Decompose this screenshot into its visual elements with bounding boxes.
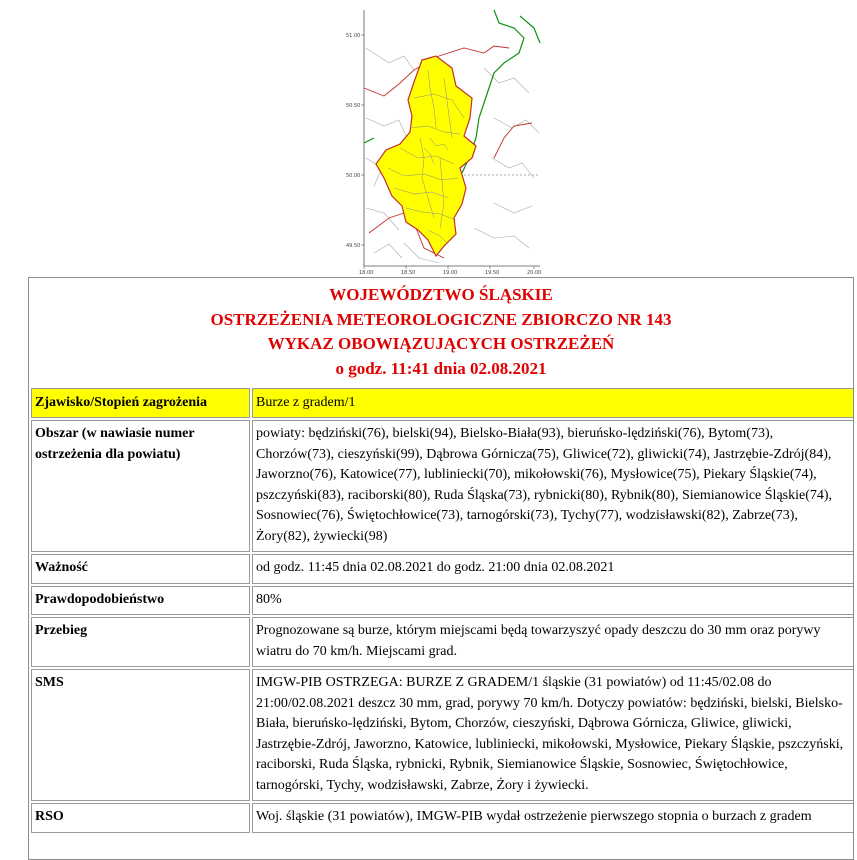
table-row xyxy=(31,586,854,616)
table-row xyxy=(31,388,854,418)
row-value: IMGW-PIB OSTRZEGA: BURZE Z GRADEM/1 śląskie (31 powiatów) od 11:45/02.08 do 21:00/02.08.2021 deszcz 30 mm, grad, porywy 70 km/h. Dotyczy powiatów: będziński, bielski, Bielsko-Biała, bieruńsko-lędziński, Bytom, Chorzów, cieszyński, Dąbrowa Górnicza, Gliwice, gliwicki, Jastrzębie-Zdrój, Jaworzno, Katowice, lubliniecki, mikołowski, Mysłowice, Piekary Śląskie, pszczyński, raciborski, Ruda Śląska, rybnicki, Rybnik, Siemianowice Śląskie, Sosnowiec, Świętochłowice, tarnogórski, Tychy, wodzisławski, Zabrze, Żory i żywiecki. xyxy=(252,669,854,801)
table-row xyxy=(31,669,854,801)
lat-tick: 50.00 xyxy=(346,173,361,179)
header-bulletin: OSTRZEŻENIA METEOROLOGICZNE ZBIORCZO NR 143 xyxy=(210,309,672,329)
row-value: Woj. śląskie (31 powiatów), IMGW-PIB wydał ostrzeżenie pierwszego stopnia o burzach z gradem xyxy=(252,803,854,833)
table-row xyxy=(31,420,854,552)
lat-tick: 49.50 xyxy=(346,243,361,249)
row-label: Obszar (w nawiasie numer ostrzeżenia dla powiatu) xyxy=(31,420,250,552)
row-value: powiaty: będziński(76), bielski(94), Bielsko-Biała(93), bieruńsko-lędziński(76), Bytom(73), Chorzów(73), cieszyński(99), Dąbrowa Górnicza(75), Gliwice(72), gliwicki(74), Jastrzębie-Zdrój(84), Jaworzno(76), Katowice(77), lubliniecki(70), mikołowski(76), Mysłowice(75), Piekary Śląskie(74), pszczyński(83), raciborski(80), Ruda Śląska(73), rybnicki(80), Rybnik(80), Siemianowice Śląskie(74), Sosnowiec(76), Świętochłowice(73), tarnogórski(73), Tychy(77), wodzisławski(82), Zabrze(73), Żory(82), żywiecki(98) xyxy=(252,420,854,552)
lat-tick: 50.50 xyxy=(346,103,361,109)
warning-table xyxy=(29,386,854,835)
lat-tick: 51.00 xyxy=(346,33,361,39)
row-label: RSO xyxy=(31,803,250,833)
warning-panel xyxy=(28,277,854,860)
warning-header xyxy=(29,278,853,386)
lon-tick: 18.00 xyxy=(359,270,374,276)
map-graphic xyxy=(344,8,544,278)
row-label: SMS xyxy=(31,669,250,801)
row-label: Zjawisko/Stopień zagrożenia xyxy=(31,388,250,418)
row-value: Prognozowane są burze, którym miejscami będą towarzyszyć opady deszczu do 30 mm oraz porywy wiatru do 70 km/h. Miejscami grad. xyxy=(252,617,854,667)
lon-tick: 18.50 xyxy=(401,270,416,276)
header-list-title: WYKAZ OBOWIĄZUJĄCYCH OSTRZEŻEŃ xyxy=(267,334,615,353)
table-row xyxy=(31,554,854,584)
row-value: Burze z gradem/1 xyxy=(252,388,854,418)
row-label: Prawdopodobieństwo xyxy=(31,586,250,616)
warning-map xyxy=(344,8,544,278)
row-label: Przebieg xyxy=(31,617,250,667)
row-value: 80% xyxy=(252,586,854,616)
table-row xyxy=(31,617,854,667)
header-time: o godz. 11:41 dnia 02.08.2021 xyxy=(335,358,547,378)
lon-tick: 19.50 xyxy=(485,270,500,276)
table-row xyxy=(31,803,854,833)
row-label: Ważność xyxy=(31,554,250,584)
lon-tick: 20.00 xyxy=(527,270,542,276)
header-region: WOJEWÓDZTWO ŚLĄSKIE xyxy=(329,285,553,304)
row-value: od godz. 11:45 dnia 02.08.2021 do godz. 21:00 dnia 02.08.2021 xyxy=(252,554,854,584)
lon-tick: 19.00 xyxy=(443,270,458,276)
